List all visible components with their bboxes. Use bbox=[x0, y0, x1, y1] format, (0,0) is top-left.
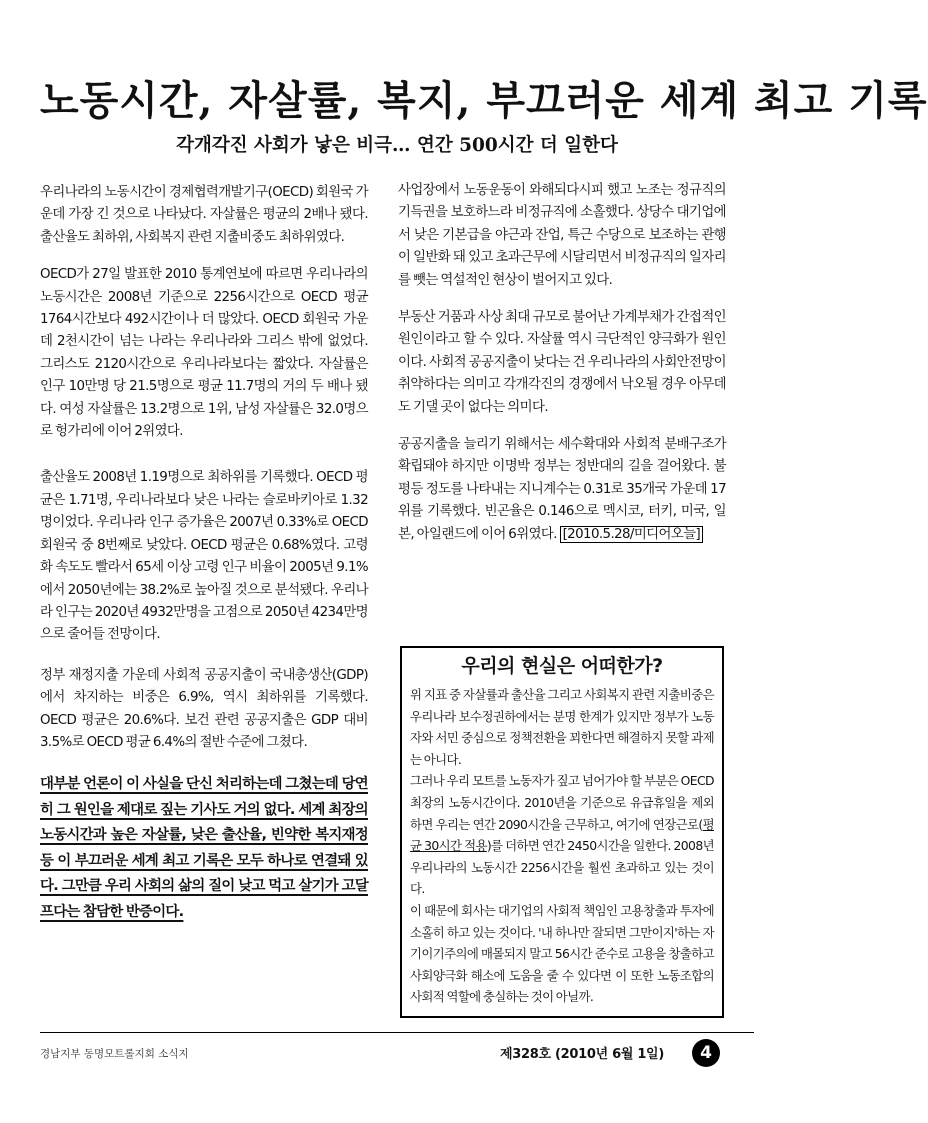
box-paragraph: 이 때문에 회사는 대기업의 사회적 책임인 고용창출과 투자에 소홀히 하고 있는 것이다. '내 하나만 잘되면 그만이지'하는 자기이기주의에 매몰되지 말고 56시간 준수로 고용을 창출하고 사회양극화 해소에 도움을 줄 수 있다면 이 또한 노동조합의 사회적 역할에 충실하는 것이 아닐까. bbox=[410, 902, 714, 1005]
source-citation: [2010.5.28/미디어오늘] bbox=[560, 526, 704, 543]
footer-divider bbox=[40, 1032, 754, 1033]
article-paragraph-text: 공공지출을 늘리기 위해서는 세수확대와 사회적 분배구조가 확립돼야 하지만 이명박 정부는 정반대의 길을 걸어왔다. 불평등 정도를 나타내는 지니계수는 0.31로 35개국 가운데 17위를 기록했다. 빈곤율은 0.146으로 멕시코, 터키, 미국, 일본, 아일랜드에 이어 6위였다. bbox=[398, 437, 726, 542]
page-number: 4 bbox=[692, 1039, 720, 1067]
reality-box bbox=[400, 646, 724, 1018]
box-text: 그러나 우리 모트를 노동자가 짚고 넘어가야 할 부분은 OECD 최장의 노동시간이다. 2010년을 기준으로 유급휴일을 제외하면 우리는 연간 2090시간을 근무하고, 여기에 연장근로( bbox=[410, 773, 714, 832]
article-paragraph: 사업장에서 노동운동이 와해되다시피 했고 노조는 정규직의 기득권을 보호하느라 비정규직에 소홀했다. 상당수 대기업에서 낮은 기본급을 야근과 잔업, 특근 수당으로 보조하는 관행이 일반화 돼 있고 초과근무에 시달리면서 비정규직의 일자리를 뺏는 역설적인 현상이 벌어지고 있다. bbox=[398, 183, 726, 288]
article-right-column bbox=[398, 180, 726, 561]
highlight-paragraph: 대부분 언론이 이 사실을 단신 처리하는데 그쳤는데 당연히 그 원인을 제대로 짚는 기사도 거의 없다. 세계 최장의 노동시간과 높은 자살률, 낮은 출산율, 빈약한 복지재정 등 이 부끄러운 세계 최고 기록은 모두 하나로 연결돼 있다. 그만큼 우리 사회의 삶의 질이 낮고 먹고 살기가 고달프다는 참담한 반증이다. bbox=[40, 776, 368, 920]
footer-issue: 제328호 (2010년 6월 1일) bbox=[500, 1047, 664, 1062]
footer-publication: 경남지부 동명모트롤지회 소식지 bbox=[40, 1048, 189, 1060]
article-paragraph bbox=[398, 434, 726, 546]
box-paragraph bbox=[410, 770, 714, 900]
article-paragraph: OECD가 27일 발표한 2010 통계연보에 따르면 우리나라의 노동시간은 2008년 기준으로 2256시간으로 OECD 평균 1764시간보다 492시간이나 더 많았다. OECD 회원국 가운데 2천시간이 넘는 나라는 우리나라와 그리스 밖에 없었다. 그리스도 2120시간으로 우리나라보다는 짧았다. 자살률은 인구 10만명 당 21.5명으로 평균 11.7명의 거의 두 배나 됐다. 여성 자살률은 13.2명으로 1위, 남성 자살률은 32.0명으로 헝가리에 이어 2위였다. bbox=[40, 267, 368, 440]
box-title: 우리의 현실은 어떠한가? bbox=[461, 655, 663, 677]
box-paragraph: 위 지표 중 자살률과 출산율 그리고 사회복지 관련 지출비중은 우리나라 보수정권하에서는 분명 한계가 있지만 정부가 노동자와 서민 중심으로 정책전환을 꾀한다면 해결하지 못할 과제는 아니다. bbox=[410, 687, 714, 767]
box-text: )를 더하면 연간 2450시간을 일한다. 2008년 우리나라의 노동시간 2256시간을 훨씬 초과하고 있는 것이다. bbox=[410, 838, 714, 897]
box-underlined-text: 평균 30시간 적용 bbox=[410, 816, 714, 854]
article-paragraph: 출산율도 2008년 1.19명으로 최하위를 기록했다. OECD 평균은 1.71명, 우리나라보다 낮은 나라는 슬로바키아로 1.32명이었다. 우리나라 인구 증가율은 2007년 0.33%로 OECD 회원국 중 8번째로 낮았다. OECD 평균은 0.68%였다. 고령화 속도도 빨라서 65세 이상 고령 인구 비율이 2005년 9.1%에서 2050년에는 38.2%로 높아질 것으로 분석됐다. 우리나라 인구는 2020년 4932만명을 고점으로 2050년 4234만명으로 줄어들 전망이다. bbox=[40, 470, 368, 643]
article-paragraph: 부동산 거품과 사상 최대 규모로 불어난 가계부채가 간접적인 원인이라고 할 수 있다. 자살률 역시 극단적인 양극화가 원인이다. 사회적 공공지출이 낮다는 건 우리나라의 사회안전망이 취약하다는 의미고 각개각진의 경쟁에서 낙오될 경우 아무데도 기댈 곳이 없다는 의미다. bbox=[398, 310, 726, 415]
article-paragraph: 정부 재정지출 가운데 사회적 공공지출이 국내총생산(GDP)에서 차지하는 비중은 6.9%, 역시 최하위를 기록했다. OECD 평균은 20.6%다. 보건 관련 공공지출은 GDP 대비 3.5%로 OECD 평균 6.4%의 절반 수준에 그쳤다. bbox=[40, 667, 368, 750]
article-paragraph: 우리나라의 노동시간이 경제협력개발기구(OECD) 회원국 가운데 가장 긴 것으로 나타났다. 자살률은 평균의 2배나 됐다. 출산율도 최하위, 사회복지 관련 지출비중도 최하위였다. bbox=[40, 185, 368, 245]
article-left-column bbox=[40, 182, 368, 940]
page-subtitle: 각개각진 사회가 낳은 비극… 연간 500시간 더 일한다 bbox=[176, 135, 618, 156]
page-title: 노동시간, 자살률, 복지, 부끄러운 세계 최고 기록 bbox=[40, 77, 928, 124]
